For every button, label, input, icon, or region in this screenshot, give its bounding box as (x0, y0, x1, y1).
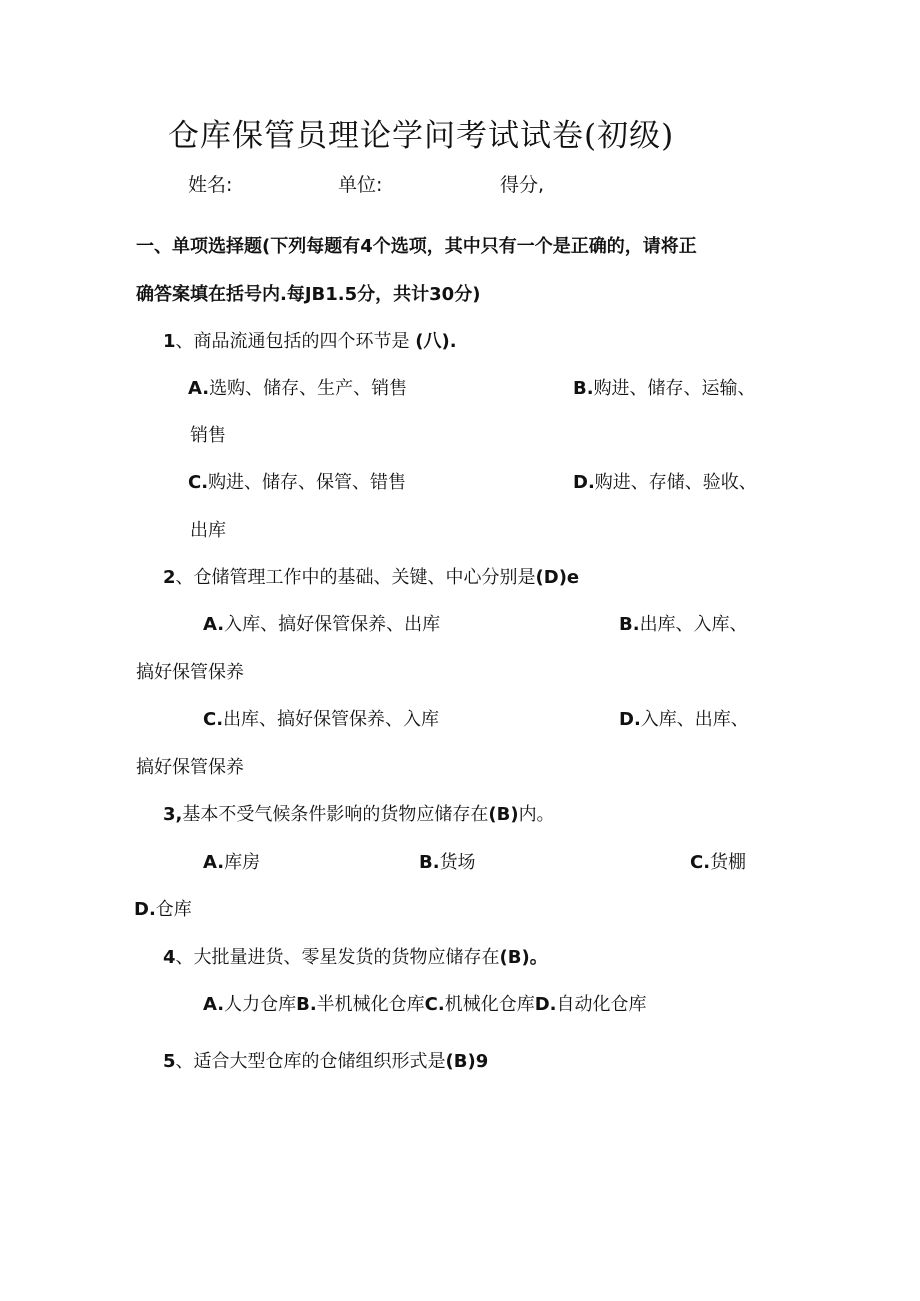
name-label: 姓名: (188, 174, 233, 196)
option-3d: D.仓库 (134, 899, 192, 920)
section-heading-line1: 一、单项选择题(下列每题有4个选项，其中只有一个是正确的，请将正 (136, 236, 697, 257)
option-1d-wrap: 出库 (190, 520, 226, 541)
section-heading-line2: 确答案填在括号内.每JB1.5分，共计30分) (136, 284, 481, 305)
option-3a: A.库房 (203, 852, 261, 873)
option-2a: A.入库、搞好保管保养、出库 (203, 614, 441, 635)
option-1a: A.选购、储存、生产、销售 (188, 378, 408, 399)
option-2b: B.出库、入库、 (619, 614, 748, 635)
question-3: 3,基本不受气候条件影响的货物应储存在(B)内。 (163, 804, 555, 825)
option-2c: C.出库、搞好保管保养、入库 (203, 709, 440, 730)
option-3c: C.货棚 (690, 852, 747, 873)
question-2: 2、仓储管理工作中的基础、关键、中心分别是(D)e (163, 567, 580, 588)
score-label: 得分, (500, 174, 545, 196)
question-1: 1、商品流通包括的四个环节是 (八). (163, 331, 457, 352)
option-2d: D.入库、出库、 (619, 709, 749, 730)
unit-label: 单位: (338, 174, 383, 196)
option-1c: C.购进、储存、保管、错售 (188, 472, 407, 493)
option-1d: D.购进、存储、验收、 (573, 472, 757, 493)
question-4: 4、大批量进货、零星发货的货物应储存在(B)。 (163, 947, 548, 968)
option-2d-wrap: 搞好保管保养 (136, 757, 244, 778)
exam-title: 仓库保管员理论学问考试试卷(初级) (168, 118, 675, 154)
option-1b-wrap: 销售 (190, 425, 226, 446)
options-4: A.人力仓库B.半机械化仓库C.机械化仓库D.自动化仓库 (203, 994, 647, 1015)
option-3b: B.货场 (419, 852, 476, 873)
option-2b-wrap: 搞好保管保养 (136, 662, 244, 683)
option-1b: B.购进、储存、运输、 (573, 378, 756, 399)
question-5: 5、适合大型仓库的仓储组织形式是(B)9 (163, 1051, 489, 1072)
